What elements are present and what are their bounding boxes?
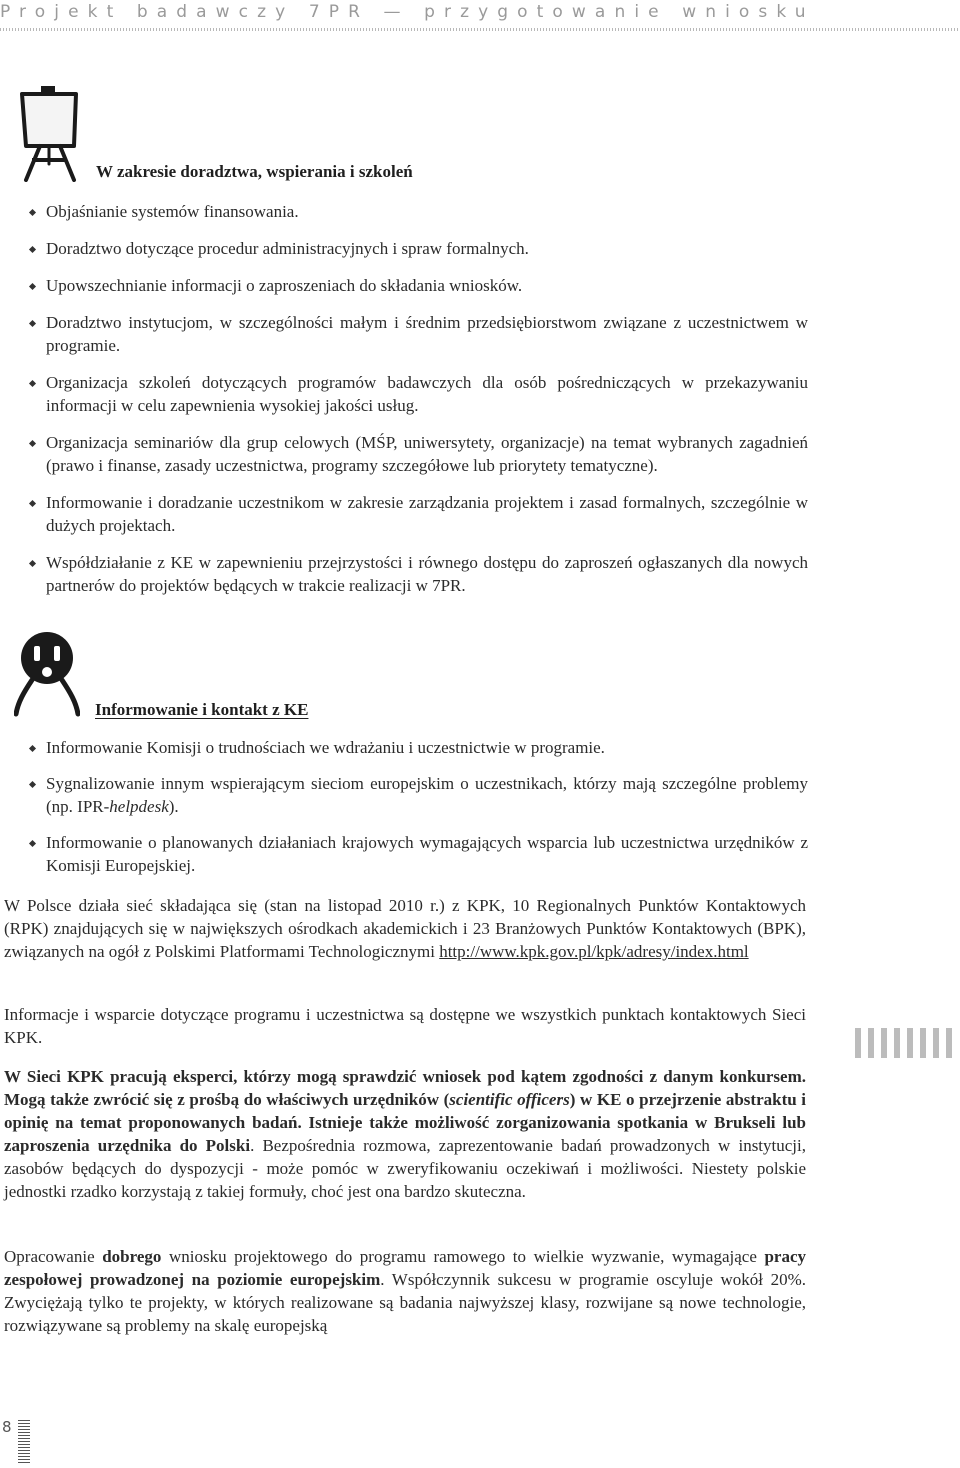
- list-item-emphasis: helpdesk: [109, 797, 169, 816]
- list-item: Organizacja seminariów dla grup celowych (MŚP, uniwersytety, organizacje) na temat wybranych zagadnień (prawo i finanse, zasady uczestnictwa, programy szczegółowe lub priorytety tematyczne).: [26, 431, 808, 477]
- list-item: Doradztwo instytucjom, w szczególności małym i średnim przedsiębiorstwom związane z uczestnictwem w programie.: [26, 311, 808, 357]
- paragraph-network: [4, 894, 806, 963]
- list-item-text: ).: [168, 797, 179, 816]
- running-header: [0, 0, 960, 30]
- bold-text: dobrego: [102, 1247, 162, 1266]
- list-item: Upowszechnianie informacji o zaproszeniach do składania wniosków.: [26, 274, 808, 297]
- paragraph-text: W Polsce działa sieć składająca się (stan na listopad 2010 r.) z KPK, 10 Regionalnych Punktów Kontaktowych (RPK) znajdujących się w największych ośrodkach akademickich i 23 Branżowych Punktów Kontaktowych (BPK), związanych na ogół z Polskimi Platformami Technologicznymi: [4, 896, 806, 961]
- list-item: Organizacja szkoleń dotyczących programów badawczych dla osób pośredniczących w przekazywaniu informacji w celu zapewnienia wysokiej jakości usług.: [26, 371, 808, 417]
- bold-italic-text: scientific officers: [449, 1090, 570, 1109]
- list-item: Informowanie Komisji o trudnościach we wdrażaniu i uczestnictwie w programie.: [26, 736, 808, 759]
- margin-marker: [855, 1028, 955, 1058]
- power-socket-icon: [14, 630, 80, 718]
- list-item: Doradztwo dotyczące procedur administracyjnych i spraw formalnych.: [26, 237, 808, 260]
- list-item: Objaśnianie systemów finansowania.: [26, 200, 808, 223]
- bold-text: ) w KE o przejrzenie abstraktu i opinię na temat proponowanych badań. Istnieje także możliwość zorganizowania spotkania w Brukseli lub zaproszenia urzędnika do Polski: [4, 1090, 807, 1155]
- kpk-address-link[interactable]: http://www.kpk.gov.pl/kpk/adresy/index.html: [439, 942, 749, 961]
- flipchart-easel-icon: [16, 86, 82, 182]
- list-item: Informowanie i doradzanie uczestnikom w zakresie zarządzania projektem i zasad formalnych, szczególnie w dużych projektach.: [26, 491, 808, 537]
- paragraph-proposal: [4, 1245, 806, 1337]
- header-rule: [0, 28, 960, 31]
- list-item: [26, 772, 808, 818]
- advisory-list: [26, 200, 808, 611]
- running-header-text: Projekt badawczy 7PR — przygotowanie wniosku: [0, 2, 815, 22]
- paragraph-text: . Współczynnik sukcesu w programie oscyluje wokół 20%. Zwyciężają tylko te projekty, w których realizowane są badania najwyższej klasy, rozwijane są nowe technologie, rozwiązywane są problemy na skalę europejską: [4, 1270, 806, 1335]
- contact-list: [26, 736, 808, 890]
- bold-text: W Sieci KPK pracują eksperci, którzy mogą sprawdzić wniosek pod kątem zgodności z danym konkursem. Mogą także zwrócić się z prośbą do właściwych urzędników (: [4, 1067, 806, 1109]
- section-title-advisory: W zakresie doradztwa, wspierania i szkoleń: [96, 162, 413, 181]
- section-title-contact: Informowanie i kontakt z KE: [95, 700, 309, 719]
- paragraph-text: Opracowanie: [4, 1247, 103, 1266]
- paragraph-text: . Bezpośrednia rozmowa, zaprezentowanie badań prowadzonych w instytucji, zasobów będących do dyspozycji - może pomóc w zweryfikowaniu oczekiwań i możliwości. Niestety polskie jednostki rzadko korzystają z takiej formuły, choć jest ona bardzo skuteczna.: [4, 1136, 806, 1201]
- bold-text: pracy zespołowej prowadzonej na poziomie europejskim: [4, 1247, 806, 1289]
- list-item: Informowanie o planowanych działaniach krajowych wymagających wsparcia lub uczestnictwa urzędników z Komisji Europejskiej.: [26, 831, 808, 877]
- paragraph-text: wniosku projektowego do programu ramowego to wielkie wyzwanie, wymagające: [161, 1247, 765, 1266]
- page-number: 8: [2, 1418, 12, 1436]
- list-item: Współdziałanie z KE w zapewnieniu przejrzystości i równego dostępu do zaproszeń ogłaszanych dla nowych partnerów do projektów będących w trakcie realizacji w 7PR.: [26, 551, 808, 597]
- list-item-text: Sygnalizowanie innym wspierającym sieciom europejskim o uczestnikach, którzy mają szczególne problemy (np. IPR-: [46, 774, 808, 816]
- paragraph-experts: [4, 1065, 806, 1203]
- paragraph-info: Informacje i wsparcie dotyczące programu i uczestnictwa są dostępne we wszystkich punktach kontaktowych Sieci KPK.: [4, 1005, 806, 1047]
- page-number-bars: [18, 1419, 30, 1463]
